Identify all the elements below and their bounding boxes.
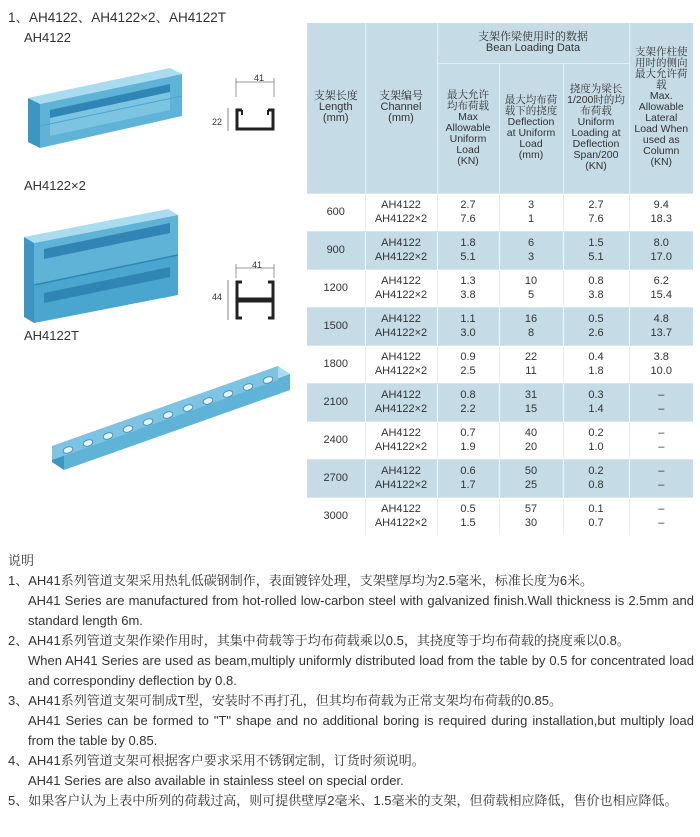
note-4-en: AH41 Series are also available in stainless steel on special order. — [28, 773, 404, 788]
cell-span: 0.1 0.7 — [563, 497, 629, 535]
cell-lateral: – – — [629, 497, 693, 535]
page-title: 1、AH4122、AH4122×2、AH4122T — [8, 10, 227, 25]
note-2-cn: 2、AH41系列管道支架作梁作用时，其集中荷载等于均布荷载乘以0.5，其挠度等于均布荷载的挠度乘以0.8。 — [8, 633, 630, 648]
table-row — [307, 307, 693, 345]
cell-span: 0.2 1.0 — [563, 421, 629, 459]
channel-single-image — [20, 58, 190, 153]
cell-channel: AH4122 AH4122×2 — [365, 269, 437, 307]
table-row — [307, 383, 693, 421]
note-1-cn: 1、AH41系列管道支架采用热轧低碳钢制作，表面镀锌处理，支架壁厚均为2.5毫米，标准长度为6米。 — [8, 573, 594, 588]
cell-uniform: 1.1 3.0 — [437, 307, 499, 345]
header-deflection: 最大均布荷 载下的挠度 Deflection at Uniform Load (mm) — [499, 63, 563, 193]
cell-deflection: 16 8 — [499, 307, 563, 345]
cell-channel: AH4122 AH4122×2 — [365, 421, 437, 459]
channel-slotted-image — [46, 362, 296, 472]
cell-uniform: 2.7 7.6 — [437, 193, 499, 231]
cell-lateral: – – — [629, 421, 693, 459]
cell-uniform: 0.6 1.7 — [437, 459, 499, 497]
label-ah4122t: AH4122T — [24, 328, 79, 343]
notes-heading: 说明 — [8, 553, 35, 568]
cell-span: 2.7 7.6 — [563, 193, 629, 231]
header-length: 支架长度 Length (mm) — [307, 23, 365, 193]
label-ah4122x2: AH4122×2 — [24, 178, 86, 193]
cell-lateral: – – — [629, 459, 693, 497]
cell-span: 1.5 5.1 — [563, 231, 629, 269]
note-1-en: AH41 Series are manufactured from hot-rolled low-carbon steel with galvanized finish.Wall thickness is 2.5mm and standard length 6m. — [28, 593, 694, 628]
beam-loading-table — [307, 23, 693, 530]
cell-deflection: 10 5 — [499, 269, 563, 307]
table-row — [307, 459, 693, 497]
cell-length: 1200 — [307, 269, 365, 307]
cell-uniform: 1.3 3.8 — [437, 269, 499, 307]
cell-channel: AH4122 AH4122×2 — [365, 345, 437, 383]
table-row — [307, 269, 693, 307]
table-row — [307, 345, 693, 383]
channel-double-image — [18, 205, 198, 325]
cell-lateral: – – — [629, 383, 693, 421]
cell-deflection: 50 25 — [499, 459, 563, 497]
header-lateral-load: 支架作柱使 用时的侧向 最大允许荷 载 Max. Allowable Lateral Load When used as Column (KN) — [629, 23, 693, 193]
dim-double-height: 44 — [212, 292, 223, 302]
table-row — [307, 421, 693, 459]
cell-uniform: 0.9 2.5 — [437, 345, 499, 383]
cell-uniform: 0.7 1.9 — [437, 421, 499, 459]
notes-section — [8, 551, 694, 811]
cell-deflection: 6 3 — [499, 231, 563, 269]
table-row — [307, 231, 693, 269]
cell-deflection: 3 1 — [499, 193, 563, 231]
cell-channel: AH4122 AH4122×2 — [365, 383, 437, 421]
cell-uniform: 1.8 5.1 — [437, 231, 499, 269]
cell-length: 1500 — [307, 307, 365, 345]
cell-deflection: 57 30 — [499, 497, 563, 535]
cell-channel: AH4122 AH4122×2 — [365, 193, 437, 231]
cell-span: 0.4 1.8 — [563, 345, 629, 383]
cell-lateral: 6.2 15.4 — [629, 269, 693, 307]
note-3-en: AH41 Series can be formed to "T" shape and no additional boring is required during installation,but multiply load from the table by 0.85. — [28, 713, 694, 748]
cell-length: 1800 — [307, 345, 365, 383]
note-5-cn: 5、如果客户认为上表中所列的荷载过高，则可提供壁厚2毫米、1.5毫米的支架，但荷载相应降低，售价也相应降低。 — [8, 793, 678, 808]
note-3-cn: 3、AH41系列管道支架可制成T型，安装时不再打孔，但其均布荷载为正常支架均布荷载的0.85。 — [8, 693, 562, 708]
cell-length: 3000 — [307, 497, 365, 535]
table-row — [307, 497, 693, 535]
cell-deflection: 31 15 — [499, 383, 563, 421]
header-channel: 支架编号 Channel (mm) — [365, 23, 437, 193]
cell-deflection: 40 20 — [499, 421, 563, 459]
cell-channel: AH4122 AH4122×2 — [365, 459, 437, 497]
cell-span: 0.2 0.8 — [563, 459, 629, 497]
cell-uniform: 0.8 2.2 — [437, 383, 499, 421]
cell-length: 2400 — [307, 421, 365, 459]
label-ah4122: AH4122 — [24, 30, 71, 45]
cell-length: 2700 — [307, 459, 365, 497]
cell-channel: AH4122 AH4122×2 — [365, 497, 437, 535]
header-max-uniform-load: 最大允许 均布荷载 Max Allowable Uniform Load (KN) — [437, 63, 499, 193]
cell-channel: AH4122 AH4122×2 — [365, 231, 437, 269]
cell-lateral: 3.8 10.0 — [629, 345, 693, 383]
cell-span: 0.8 3.8 — [563, 269, 629, 307]
note-4-cn: 4、AH41系列管道支架可根据客户要求采用不锈钢定制，订货时须说明。 — [8, 753, 425, 768]
cell-span: 0.3 1.4 — [563, 383, 629, 421]
cell-span: 0.5 2.6 — [563, 307, 629, 345]
dim-single-height: 22 — [212, 117, 223, 127]
header-beam-loading: 支架作梁使用时的数据 Bean Loading Data — [437, 23, 629, 63]
cell-length: 600 — [307, 193, 365, 231]
cell-length: 900 — [307, 231, 365, 269]
section-single — [208, 73, 288, 138]
cell-uniform: 0.5 1.5 — [437, 497, 499, 535]
header-deflection-span: 挠度为梁长 1/200时的均 布荷载 Uniform Loading at Deflection Span/200 (KN) — [563, 63, 629, 193]
dim-double-width: 41 — [252, 260, 263, 270]
cell-lateral: 4.8 13.7 — [629, 307, 693, 345]
cell-deflection: 22 11 — [499, 345, 563, 383]
dim-single-width: 41 — [254, 73, 265, 83]
cell-length: 2100 — [307, 383, 365, 421]
cell-lateral: 8.0 17.0 — [629, 231, 693, 269]
table-row — [307, 193, 693, 231]
note-2-en: When AH41 Series are used as beam,multiply uniformly distributed load from the table by 0.5 for concentrated load and correspondiny deflection by 0.8. — [28, 653, 694, 688]
cell-channel: AH4122 AH4122×2 — [365, 307, 437, 345]
cell-lateral: 9.4 18.3 — [629, 193, 693, 231]
